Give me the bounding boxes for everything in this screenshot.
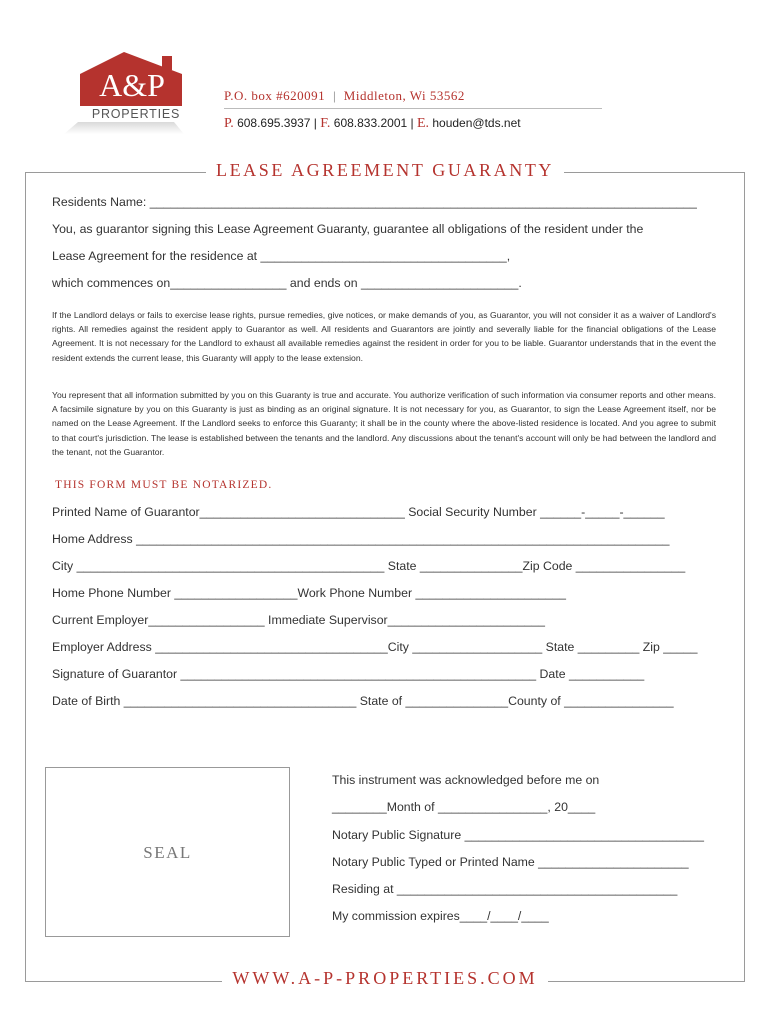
date-of-birth-field[interactable]: Date of Birth __________________________________ State of _______________County of ________________ xyxy=(52,694,674,708)
waiver-paragraph: If the Landlord delays or fails to exercise lease rights, pursue remedies, give notices, or make demands of you, as Guarantor, you will not consider it as a waiver of Landlord's rights. All remedies against the resident apply to Guarantor as well. All residents and Guarantors are jointly and severally liable for the financial obligations of the Lease Agreement. It is not necessary for the Landlord to exhaust all available remedies against the resident in order for you to be liable. Guarantor understands that in the event the resident extends the current lease, this Guaranty will apply to the lease extension. xyxy=(52,310,716,363)
website-url[interactable]: WWW.A-P-PROPERTIES.COM xyxy=(222,968,547,988)
notary-residing-field[interactable]: Residing at _________________________________________ xyxy=(332,882,678,896)
guarantor-signature-field[interactable]: Signature of Guarantor ____________________________________________________ Date ___________ xyxy=(52,667,645,681)
guarantor-statement: You, as guarantor signing this Lease Agreement Guaranty, guarantee all obligations of the resident under the xyxy=(52,222,644,236)
lease-dates-field[interactable]: which commences on_________________ and ends on _______________________. xyxy=(52,276,522,290)
residents-name-field[interactable]: Residents Name: ________________________________________________________________________________ xyxy=(52,195,697,209)
employer-field[interactable]: Current Employer_________________ Immediate Supervisor_______________________ xyxy=(52,613,545,627)
residence-field[interactable]: Lease Agreement for the residence at ____________________________________, xyxy=(52,249,511,263)
header-rule xyxy=(224,108,602,109)
city-state-zip-field[interactable]: City _____________________________________________ State _______________Zip Code ________________ xyxy=(52,559,686,573)
home-address-field[interactable]: Home Address ______________________________________________________________________________ xyxy=(52,532,670,546)
city-state: Middleton, Wi 53562 xyxy=(343,88,465,103)
employer-address-field[interactable]: Employer Address __________________________________City ___________________ State _________ Zip _____ xyxy=(52,640,698,654)
fax: 608.833.2001 | xyxy=(330,116,417,130)
notarized-heading: THIS FORM MUST BE NOTARIZED. xyxy=(55,479,273,491)
notary-month-field[interactable]: ________Month of ________________, 20____ xyxy=(332,800,596,814)
logo-brand-text: A&P xyxy=(99,67,165,103)
document-title: LEASE AGREEMENT GUARANTY xyxy=(206,160,564,180)
phone-numbers-field[interactable]: Home Phone Number __________________Work Phone Number ______________________ xyxy=(52,586,566,600)
representation-paragraph: You represent that all information submitted by you on this Guaranty is true and accurate. You authorize verification of such information via consumer reports and other means. A facsimile signature by you on this Guaranty is just as binding as an original signature. It is not necessary for you, as Guarantor, to sign the Lease Agreement itself, nor be named on the Lease Agreement. If the Landlord seeks to enforce this Guaranty; it shall be in the county where the above-listed residence is located. And you agree to submit to that court's jurisdiction. The lease is established between the tenants and the landlord. Any discussions about the tenant's account will only be had between the landlord and the tenant, not the Guarantor. xyxy=(52,390,716,457)
notary-signature-field[interactable]: Notary Public Signature ___________________________________ xyxy=(332,828,704,842)
seal-label: SEAL xyxy=(143,843,192,862)
document-title-wrap xyxy=(0,160,770,181)
header-contact: P. 608.695.3937 | F. 608.833.2001 | E. houden@tds.net xyxy=(224,116,521,131)
header-address: P.O. box #620091 | Middleton, Wi 53562 xyxy=(224,88,465,103)
phone: 608.695.3937 | xyxy=(233,116,321,130)
po-box: P.O. box #620091 xyxy=(224,88,326,103)
notary-printed-name-field[interactable]: Notary Public Typed or Printed Name ______________________ xyxy=(332,855,689,869)
commission-expires-field[interactable]: My commission expires____/____/____ xyxy=(332,909,549,923)
notary-acknowledgement: This instrument was acknowledged before me on xyxy=(332,773,600,787)
logo-subtext: PROPERTIES xyxy=(91,107,181,121)
email: houden@tds.net xyxy=(429,116,521,130)
website-wrap xyxy=(0,968,770,989)
printed-name-ssn-field[interactable]: Printed Name of Guarantor______________________________ Social Security Number ______-_____-______ xyxy=(52,505,665,519)
company-logo xyxy=(56,48,191,143)
